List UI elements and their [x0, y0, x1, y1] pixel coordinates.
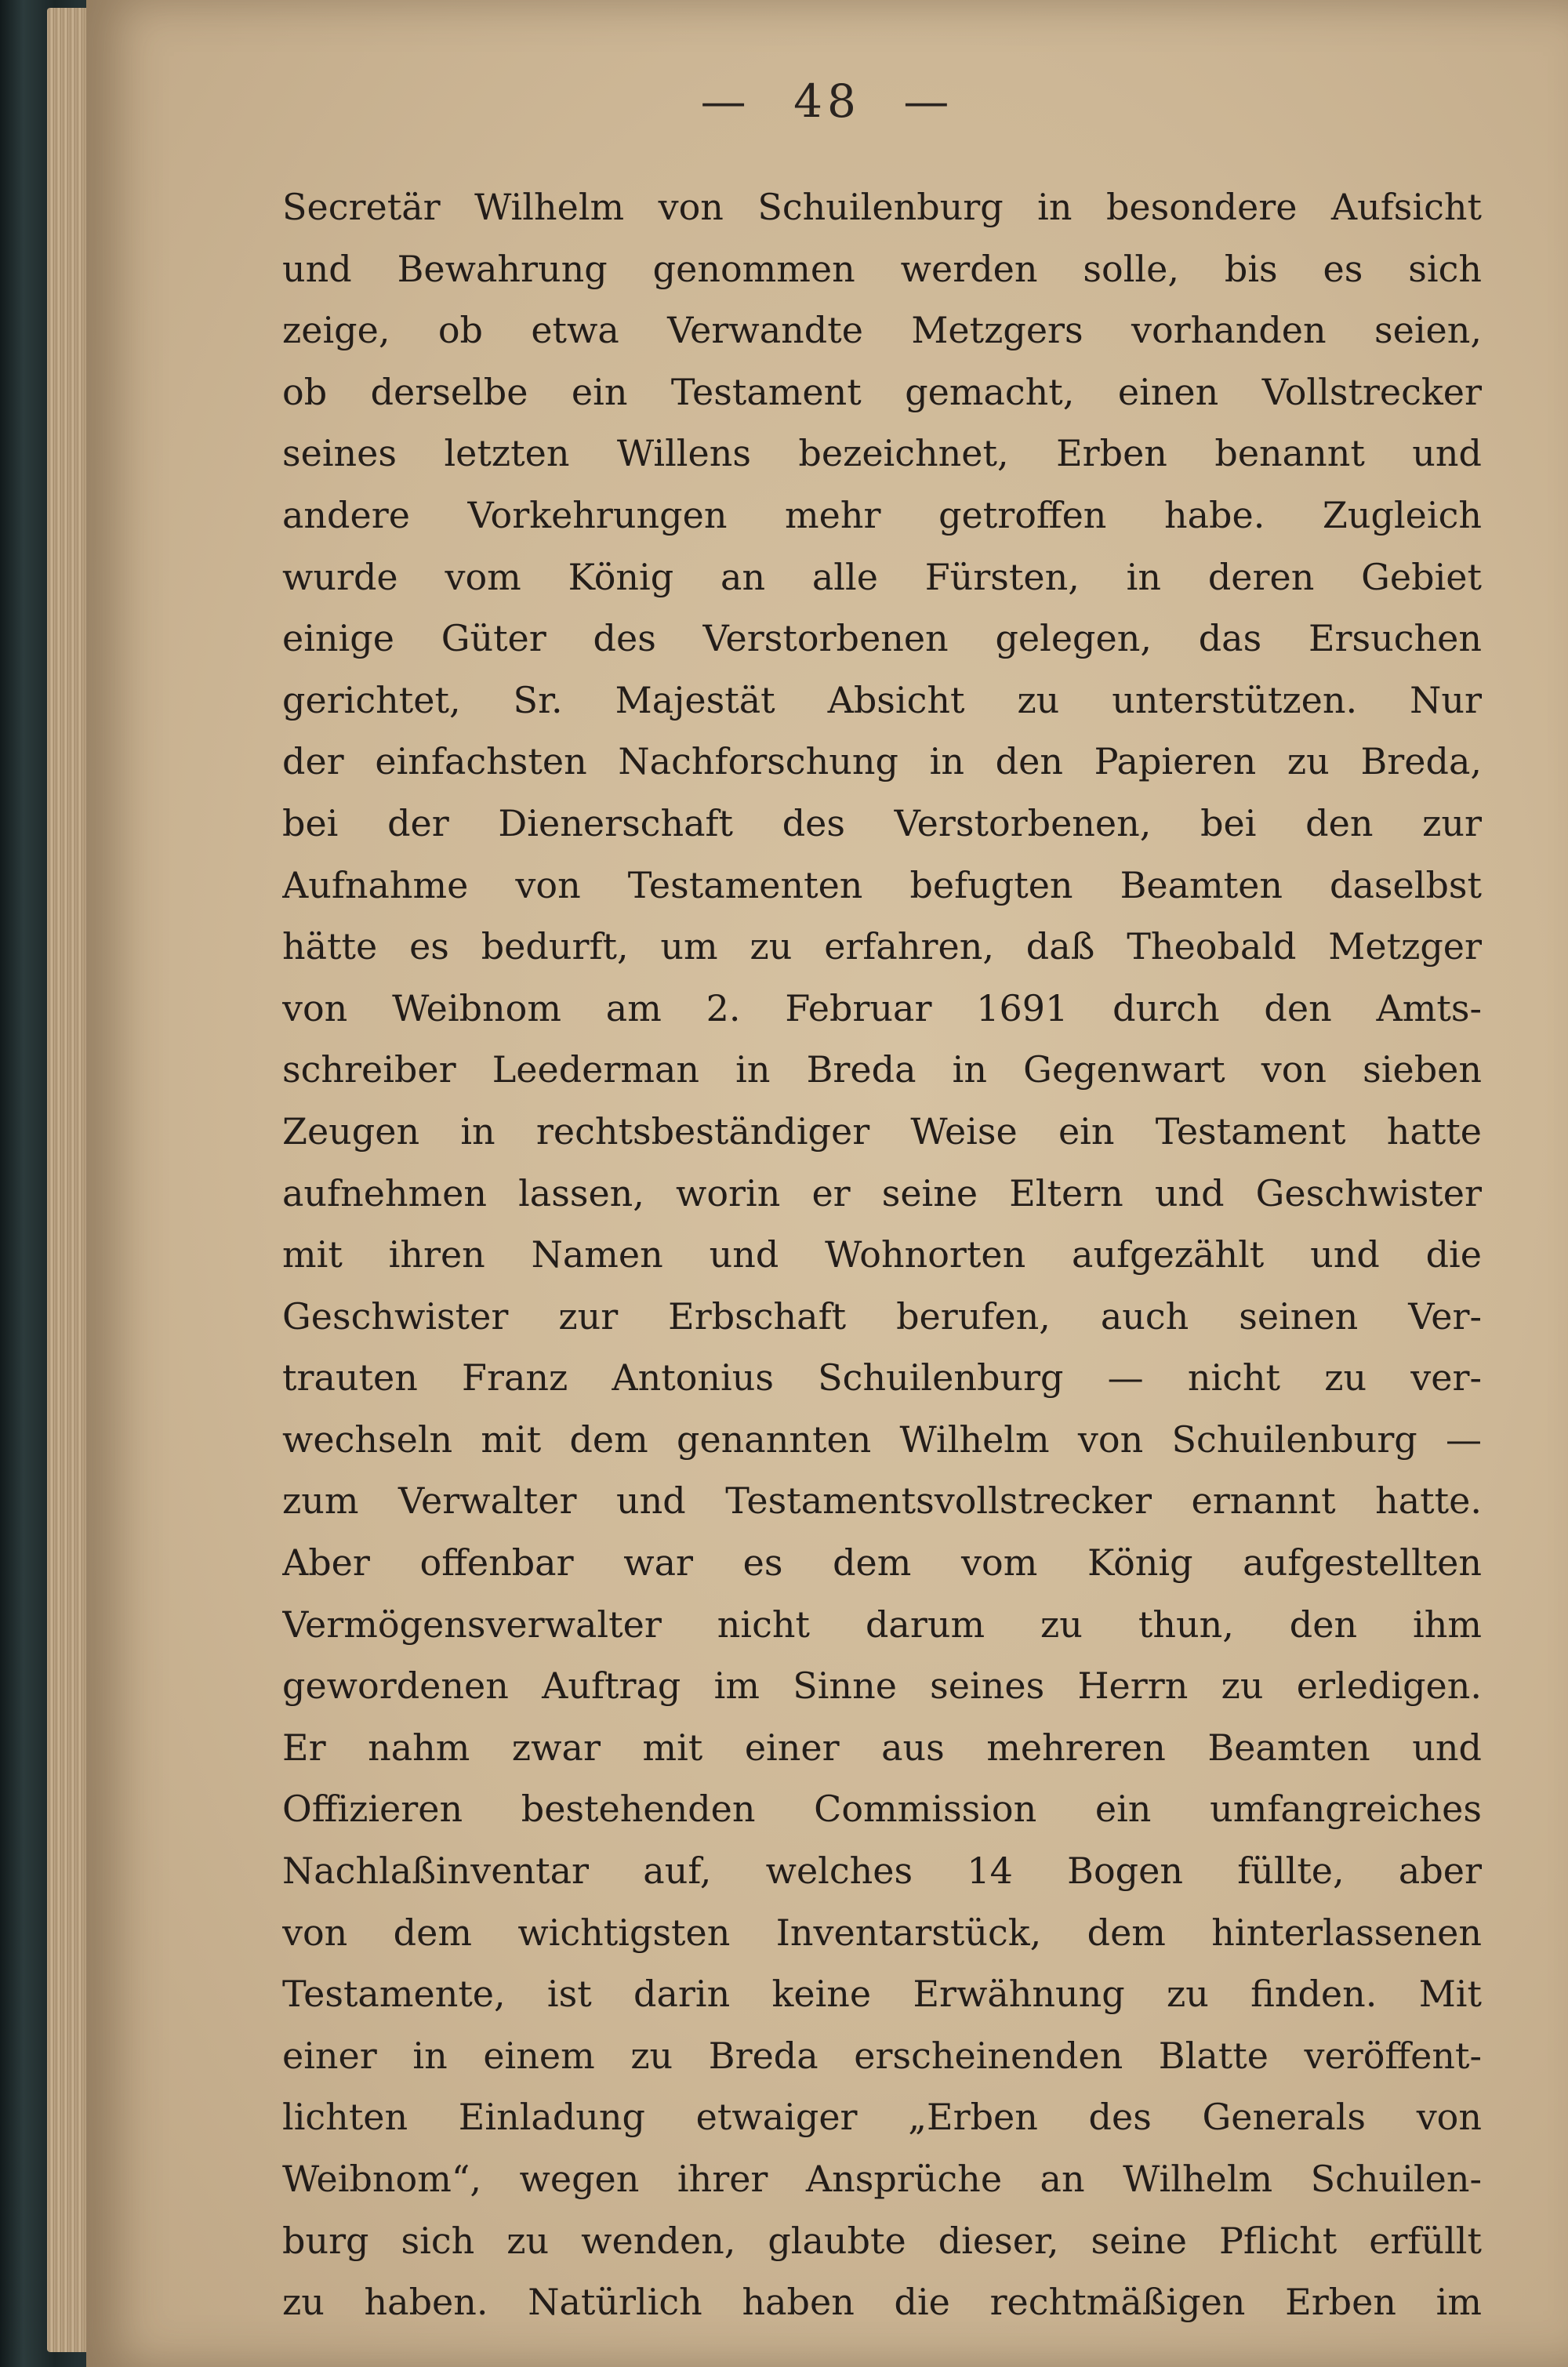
- text-line: trauten Franz Antonius Schuilenburg — nicht zu ver-: [282, 1356, 1482, 1400]
- text-line: Offizieren bestehenden Commission ein umfangreiches: [282, 1788, 1482, 1831]
- text-line: seines letzten Willens bezeichnet, Erben benannt und: [282, 432, 1482, 475]
- text-line: Vermögensverwalter nicht darum zu thun, den ihm: [282, 1603, 1482, 1646]
- text-line: burg sich zu wenden, glaubte dieser, seine Pflicht erfüllt: [282, 2219, 1482, 2262]
- text-line: Aufnahme von Testamenten befugten Beamten daselbst: [282, 863, 1482, 906]
- header-dash-right: —: [903, 74, 954, 128]
- text-line: zeige, ob etwa Verwandte Metzgers vorhanden seien,: [282, 309, 1482, 352]
- text-line: zum Verwalter und Testamentsvollstrecker ernannt hatte.: [282, 1479, 1482, 1523]
- text-line: von Weibnom am 2. Februar 1691 durch den Amts-: [282, 986, 1482, 1029]
- text-line: ob derselbe ein Testament gemacht, einen Vollstrecker: [282, 370, 1482, 413]
- text-line: mit ihren Namen und Wohnorten aufgezählt und die: [282, 1233, 1482, 1276]
- text-line: wechseln mit dem genannten Wilhelm von Schuilenburg —: [282, 1418, 1482, 1461]
- text-line: Aber offenbar war es dem vom König aufgestellten: [282, 1541, 1482, 1585]
- text-line: einer in einem zu Breda erscheinenden Blatte veröffent-: [282, 2034, 1482, 2077]
- text-line: Geschwister zur Erbschaft berufen, auch seinen Ver-: [282, 1294, 1482, 1338]
- text-line: der einfachsten Nachforschung in den Papieren zu Breda,: [282, 740, 1482, 783]
- header-dash-left: —: [700, 74, 751, 128]
- text-line: Er nahm zwar mit einer aus mehreren Beamten und: [282, 1726, 1482, 1769]
- text-line: und Bewahrung genommen werden solle, bis es sich: [282, 247, 1482, 290]
- page-header: [86, 74, 1568, 128]
- text-line: gerichtet, Sr. Majestät Absicht zu unterstützen. Nur: [282, 678, 1482, 721]
- text-line: gewordenen Auftrag im Sinne seines Herrn zu erledigen.: [282, 1665, 1482, 1708]
- text-line: Secretär Wilhelm von Schuilenburg in besondere Aufsicht: [282, 186, 1482, 228]
- text-line: bei der Dienerschaft des Verstorbenen, bei den zur: [282, 801, 1482, 844]
- page-number: 48: [793, 74, 861, 128]
- text-line: andere Vorkehrungen mehr getroffen habe. Zugleich: [282, 493, 1482, 536]
- text-line: hätte es bedurft, um zu erfahren, daß Theobald Metzger: [282, 925, 1482, 968]
- text-line: Testamente, ist darin keine Erwähnung zu finden. Mit: [282, 1973, 1482, 2016]
- text-line: zu haben. Natürlich haben die rechtmäßigen Erben im: [282, 2281, 1482, 2324]
- text-line: Weibnom“, wegen ihrer Ansprüche an Wilhelm Schuilen-: [282, 2158, 1482, 2200]
- text-line: Nachlaßinventar auf, welches 14 Bogen füllte, aber: [282, 1850, 1482, 1893]
- text-line: von dem wichtigsten Inventarstück, dem hinterlassenen: [282, 1911, 1482, 1954]
- text-line: aufnehmen lassen, worin er seine Eltern und Geschwister: [282, 1171, 1482, 1214]
- text-line: schreiber Leederman in Breda in Gegenwart von sieben: [282, 1048, 1482, 1091]
- text-line: Zeugen in rechtsbeständiger Weise ein Testament hatte: [282, 1109, 1482, 1153]
- text-line: wurde vom König an alle Fürsten, in deren Gebiet: [282, 555, 1482, 598]
- text-line: lichten Einladung etwaiger „Erben des Generals von: [282, 2096, 1482, 2139]
- text-line: einige Güter des Verstorbenen gelegen, das Ersuchen: [282, 617, 1482, 660]
- page-body-text: [282, 176, 1482, 2333]
